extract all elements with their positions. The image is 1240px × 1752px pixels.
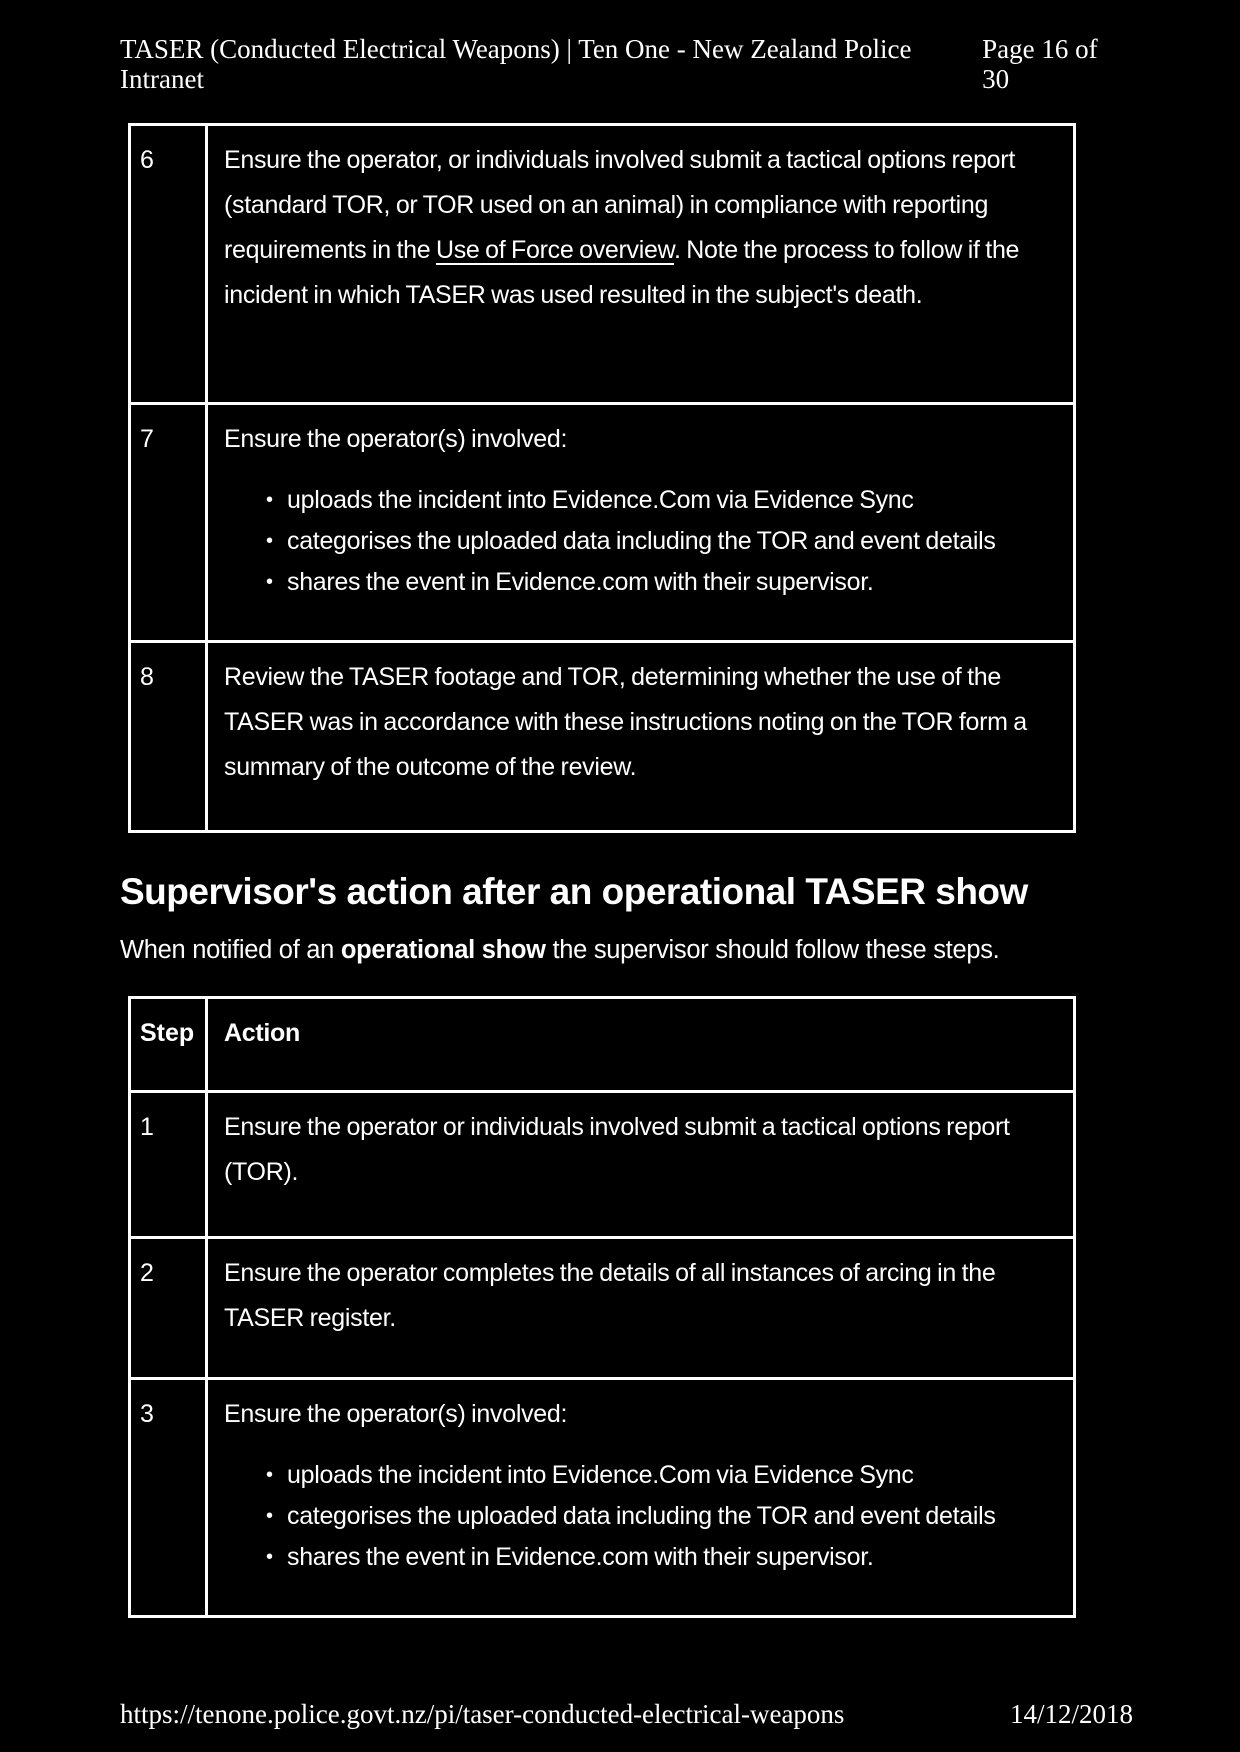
use-of-force-overview-link[interactable]: Use of Force overview: [435, 236, 674, 264]
print-footer-date: 14/12/2018: [1009, 1699, 1133, 1729]
step-number-cell: 2: [131, 1239, 208, 1377]
action-intro: Ensure the operator(s) involved:: [224, 1400, 568, 1428]
table-row: [131, 402, 1073, 640]
action-cell: Ensure the operator or individuals involved submit a tactical options report (TOR).: [224, 1113, 1010, 1186]
action-cell: [208, 126, 1073, 402]
action-text: Ensure the operator, or individuals involved submit a tactical options report (standard TOR, or TOR used on an animal) in compliance with reporting requirements in the: [224, 146, 1015, 264]
step-number-cell: 1: [131, 1093, 208, 1236]
intro-text: When notified of an: [120, 936, 341, 964]
table-row: [131, 126, 1073, 402]
taser-use-steps-table: [128, 123, 1076, 833]
print-header: [120, 34, 1128, 94]
step-number-cell: 3: [131, 1380, 208, 1615]
action-cell: [208, 1380, 1073, 1615]
action-cell: Ensure the operator completes the details of all instances of arcing in the TASER register.: [224, 1259, 996, 1332]
action-cell: [208, 405, 1073, 640]
bullet-item: • uploads the incident into Evidence.Com via Evidence Sync: [287, 480, 1065, 521]
step-number-cell: 6: [131, 126, 208, 402]
action-intro: Ensure the operator(s) involved:: [224, 425, 568, 453]
table-header-row: [131, 999, 1073, 1090]
supervisor-steps-table: [128, 996, 1076, 1618]
bullet-list: [224, 480, 1065, 603]
print-header-page-number: Page 16 of 30: [982, 34, 1098, 94]
bullet-list: [224, 1455, 1065, 1578]
bullet-item: • uploads the incident into Evidence.Com via Evidence Sync: [287, 1455, 1065, 1496]
table-row: [131, 1377, 1073, 1615]
print-footer-url: https://tenone.police.govt.nz/pi/taser-conducted-electrical-weapons: [120, 1699, 845, 1729]
print-footer: [120, 1698, 1133, 1730]
bullet-item: • categorises the uploaded data including the TOR and event details: [287, 521, 1065, 562]
bullet-item: • shares the event in Evidence.com with their supervisor.: [287, 1537, 1065, 1578]
bullet-item: • categorises the uploaded data including the TOR and event details: [287, 1496, 1065, 1537]
section-heading: Supervisor's action after an operational TASER show: [120, 871, 1028, 912]
section-intro: [120, 932, 1130, 968]
intro-text: the supervisor should follow these steps.: [545, 936, 1000, 964]
action-cell: Review the TASER footage and TOR, determining whether the use of the TASER was in accordance with these instructions noting on the TOR form a summary of the outcome of the review.: [224, 663, 1027, 781]
action-text: . Note the process to follow if the incident in which TASER was used resulted in the subject's death.: [224, 236, 1020, 309]
step-column-header: Step: [131, 999, 208, 1090]
action-column-header: Action: [224, 1019, 300, 1047]
bullet-item: • shares the event in Evidence.com with their supervisor.: [287, 562, 1065, 603]
intro-bold-text: operational show: [340, 936, 546, 964]
table-row: [131, 640, 1073, 830]
step-number-cell: 8: [131, 643, 208, 830]
print-header-title: TASER (Conducted Electrical Weapons) | Ten One - New Zealand Police Intranet: [120, 34, 912, 94]
table-row: [131, 1236, 1073, 1377]
table-row: [131, 1090, 1073, 1236]
step-number-cell: 7: [131, 405, 208, 640]
